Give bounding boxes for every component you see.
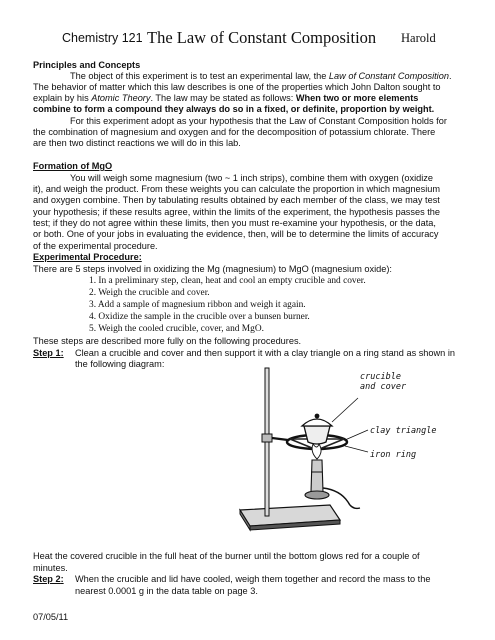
step-2-label-text: Step 2 [33,574,61,584]
course-label: Chemistry 121 [62,31,143,45]
principles-line-4: combine to form a compound they always do so in a fixed, or definite, proportion by weight. [33,104,435,114]
law-statement: When two or more elements [295,93,419,103]
label-crucible: crucible [360,372,401,382]
principles-text: . The law may be stated as follows: [150,93,296,103]
label-iron-ring: iron ring [370,450,417,460]
principles-line-3 [33,93,418,104]
formation-line-6: or both. One of your jobs in evaluating the evidence, then, will be to determine the limits of accuracy [33,229,439,239]
step-1-line-2: the following diagram: [75,359,165,369]
section-heading-principles: Principles and Concepts [33,60,141,70]
step-1-label-text: Step 1 [33,348,61,358]
bunsen-burner [311,460,323,492]
crucible-cover [302,419,332,426]
principles-line-1 [70,71,452,82]
formation-line-2: it), and weigh the product. From these weights you can calculate the proportion in which magnesium [33,184,441,194]
procedure-step-5: 5. Weigh the cooled crucible, cover, and MgO. [89,324,264,334]
label-clay-triangle: clay triangle [370,426,437,436]
heat-line-1: Heat the covered crucible in the full heat of the burner until the bottom glows red for a couple of [33,551,420,561]
principles-line-2: The behavior of matter which this law describes is one of the properties which John Dalton sought to [33,82,441,92]
ring-stand-diagram [220,360,437,540]
section-heading-procedure: Experimental Procedure: [33,252,142,262]
formation-line-4: your hypothesis; if these results agree, within the limits of the experiment, the hypothesis passes the [33,207,441,217]
procedure-step-1: 1. In a preliminary step, clean, heat and cool an empty crucible and cover. [89,276,366,286]
principles-text: explain by his [33,93,92,103]
step-1-label [33,348,64,359]
formation-line-3: and oxygen combine. Then by tabulating results obtained by each member of the class, we may test [33,195,440,205]
author-name: Harold [401,31,436,45]
footer-date: 07/05/11 [33,612,69,622]
step-2-colon: : [60,574,64,584]
heat-line-2: minutes. [33,563,68,573]
burner-flame [312,444,321,459]
step-1-colon: : [60,348,64,358]
law-name: Law of Constant Composition [328,71,449,81]
procedure-intro: There are 5 steps involved in oxidizing the Mg (magnesium) to MgO (magnesium oxide): [33,264,392,274]
principles-text: The object of this experiment is to test an experimental law, the [70,71,329,81]
principles-line-7: are then two distinct reactions we will do in this lab. [33,138,241,148]
principles-line-6: the combination of magnesium and oxygen and for the decomposition of potassium chlorate. There [33,127,436,137]
procedure-after: These steps are described more fully on the following procedures. [33,336,302,346]
procedure-step-3: 3. Add a sample of magnesium ribbon and weigh it again. [89,300,306,310]
procedure-step-2: 2. Weigh the crucible and cover. [89,288,210,298]
step-2-label [33,574,64,585]
procedure-step-4: 4. Oxidize the sample in the crucible over a bunsen burner. [89,312,310,322]
formation-line-5: test; if they do not agree within these limits, then you must re-examine your hypothesis, or the data, [33,218,436,228]
atomic-theory: Atomic Theory [91,93,151,103]
formation-line-1: You will weigh some magnesium (two ~ 1 inch strips), combine them with oxygen (oxidize [70,173,433,183]
step-2-line-2: nearest 0.0001 g in the data table on page 3. [75,586,258,596]
formation-line-7: of the experimental procedure. [33,241,158,251]
step-1-line-1: Clean a crucible and cover and then support it with a clay triangle on a ring stand as shown in [75,348,455,358]
label-and-cover: and cover [360,382,407,392]
page-title: The Law of Constant Composition [147,28,377,47]
step-2-line-1: When the crucible and lid have cooled, weigh them together and record the mass to the [75,574,431,584]
principles-text: . [448,71,452,81]
principles-line-5: For this experiment adopt as your hypothesis that the Law of Constant Composition holds for [70,116,447,126]
section-heading-formation: Formation of MgO [33,161,113,171]
crucible [304,426,330,444]
